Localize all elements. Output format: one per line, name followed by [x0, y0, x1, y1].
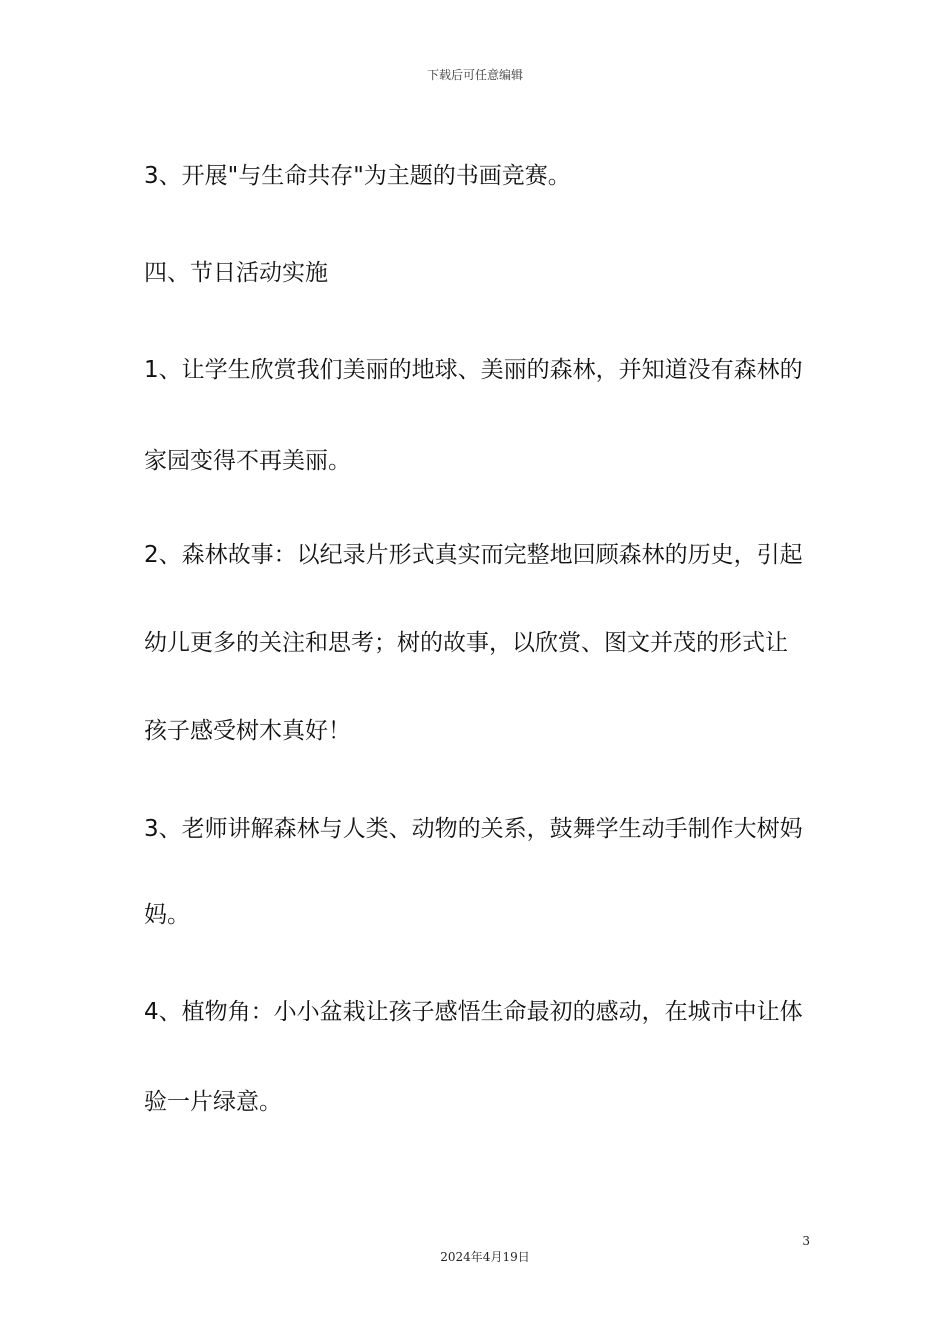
- body-line-item-2-part-3: 孩子感受树木真好！: [144, 718, 351, 744]
- section-heading-implementation: 四、节日活动实施: [144, 260, 328, 286]
- body-line-item-1-part-2: 家园变得不再美丽。: [144, 448, 351, 474]
- body-line-item-3-contest: 3、开展"与生命共存"为主题的书画竞赛。: [144, 163, 571, 189]
- body-line-item-4-part-2: 验一片绿意。: [144, 1089, 282, 1115]
- page-date: 2024年4月19日: [440, 1250, 530, 1264]
- body-line-item-2-part-2: 幼儿更多的关注和思考；树的故事，以欣赏、图文并茂的形式让: [144, 630, 788, 656]
- body-line-item-3-part-2: 妈。: [144, 902, 190, 928]
- page-header: 下载后可任意编辑: [426, 68, 523, 82]
- body-line-item-2-part-1: 2、森林故事：以纪录片形式真实而完整地回顾森林的历史，引起: [144, 542, 803, 568]
- page-number: 3: [802, 1234, 810, 1248]
- body-line-item-4-part-1: 4、植物角：小小盆栽让孩子感悟生命最初的感动，在城市中让体: [144, 999, 803, 1025]
- body-line-item-1-part-1: 1、让学生欣赏我们美丽的地球、美丽的森林，并知道没有森林的: [144, 357, 803, 383]
- body-line-item-3-part-1: 3、老师讲解森林与人类、动物的关系，鼓舞学生动手制作大树妈: [144, 816, 803, 842]
